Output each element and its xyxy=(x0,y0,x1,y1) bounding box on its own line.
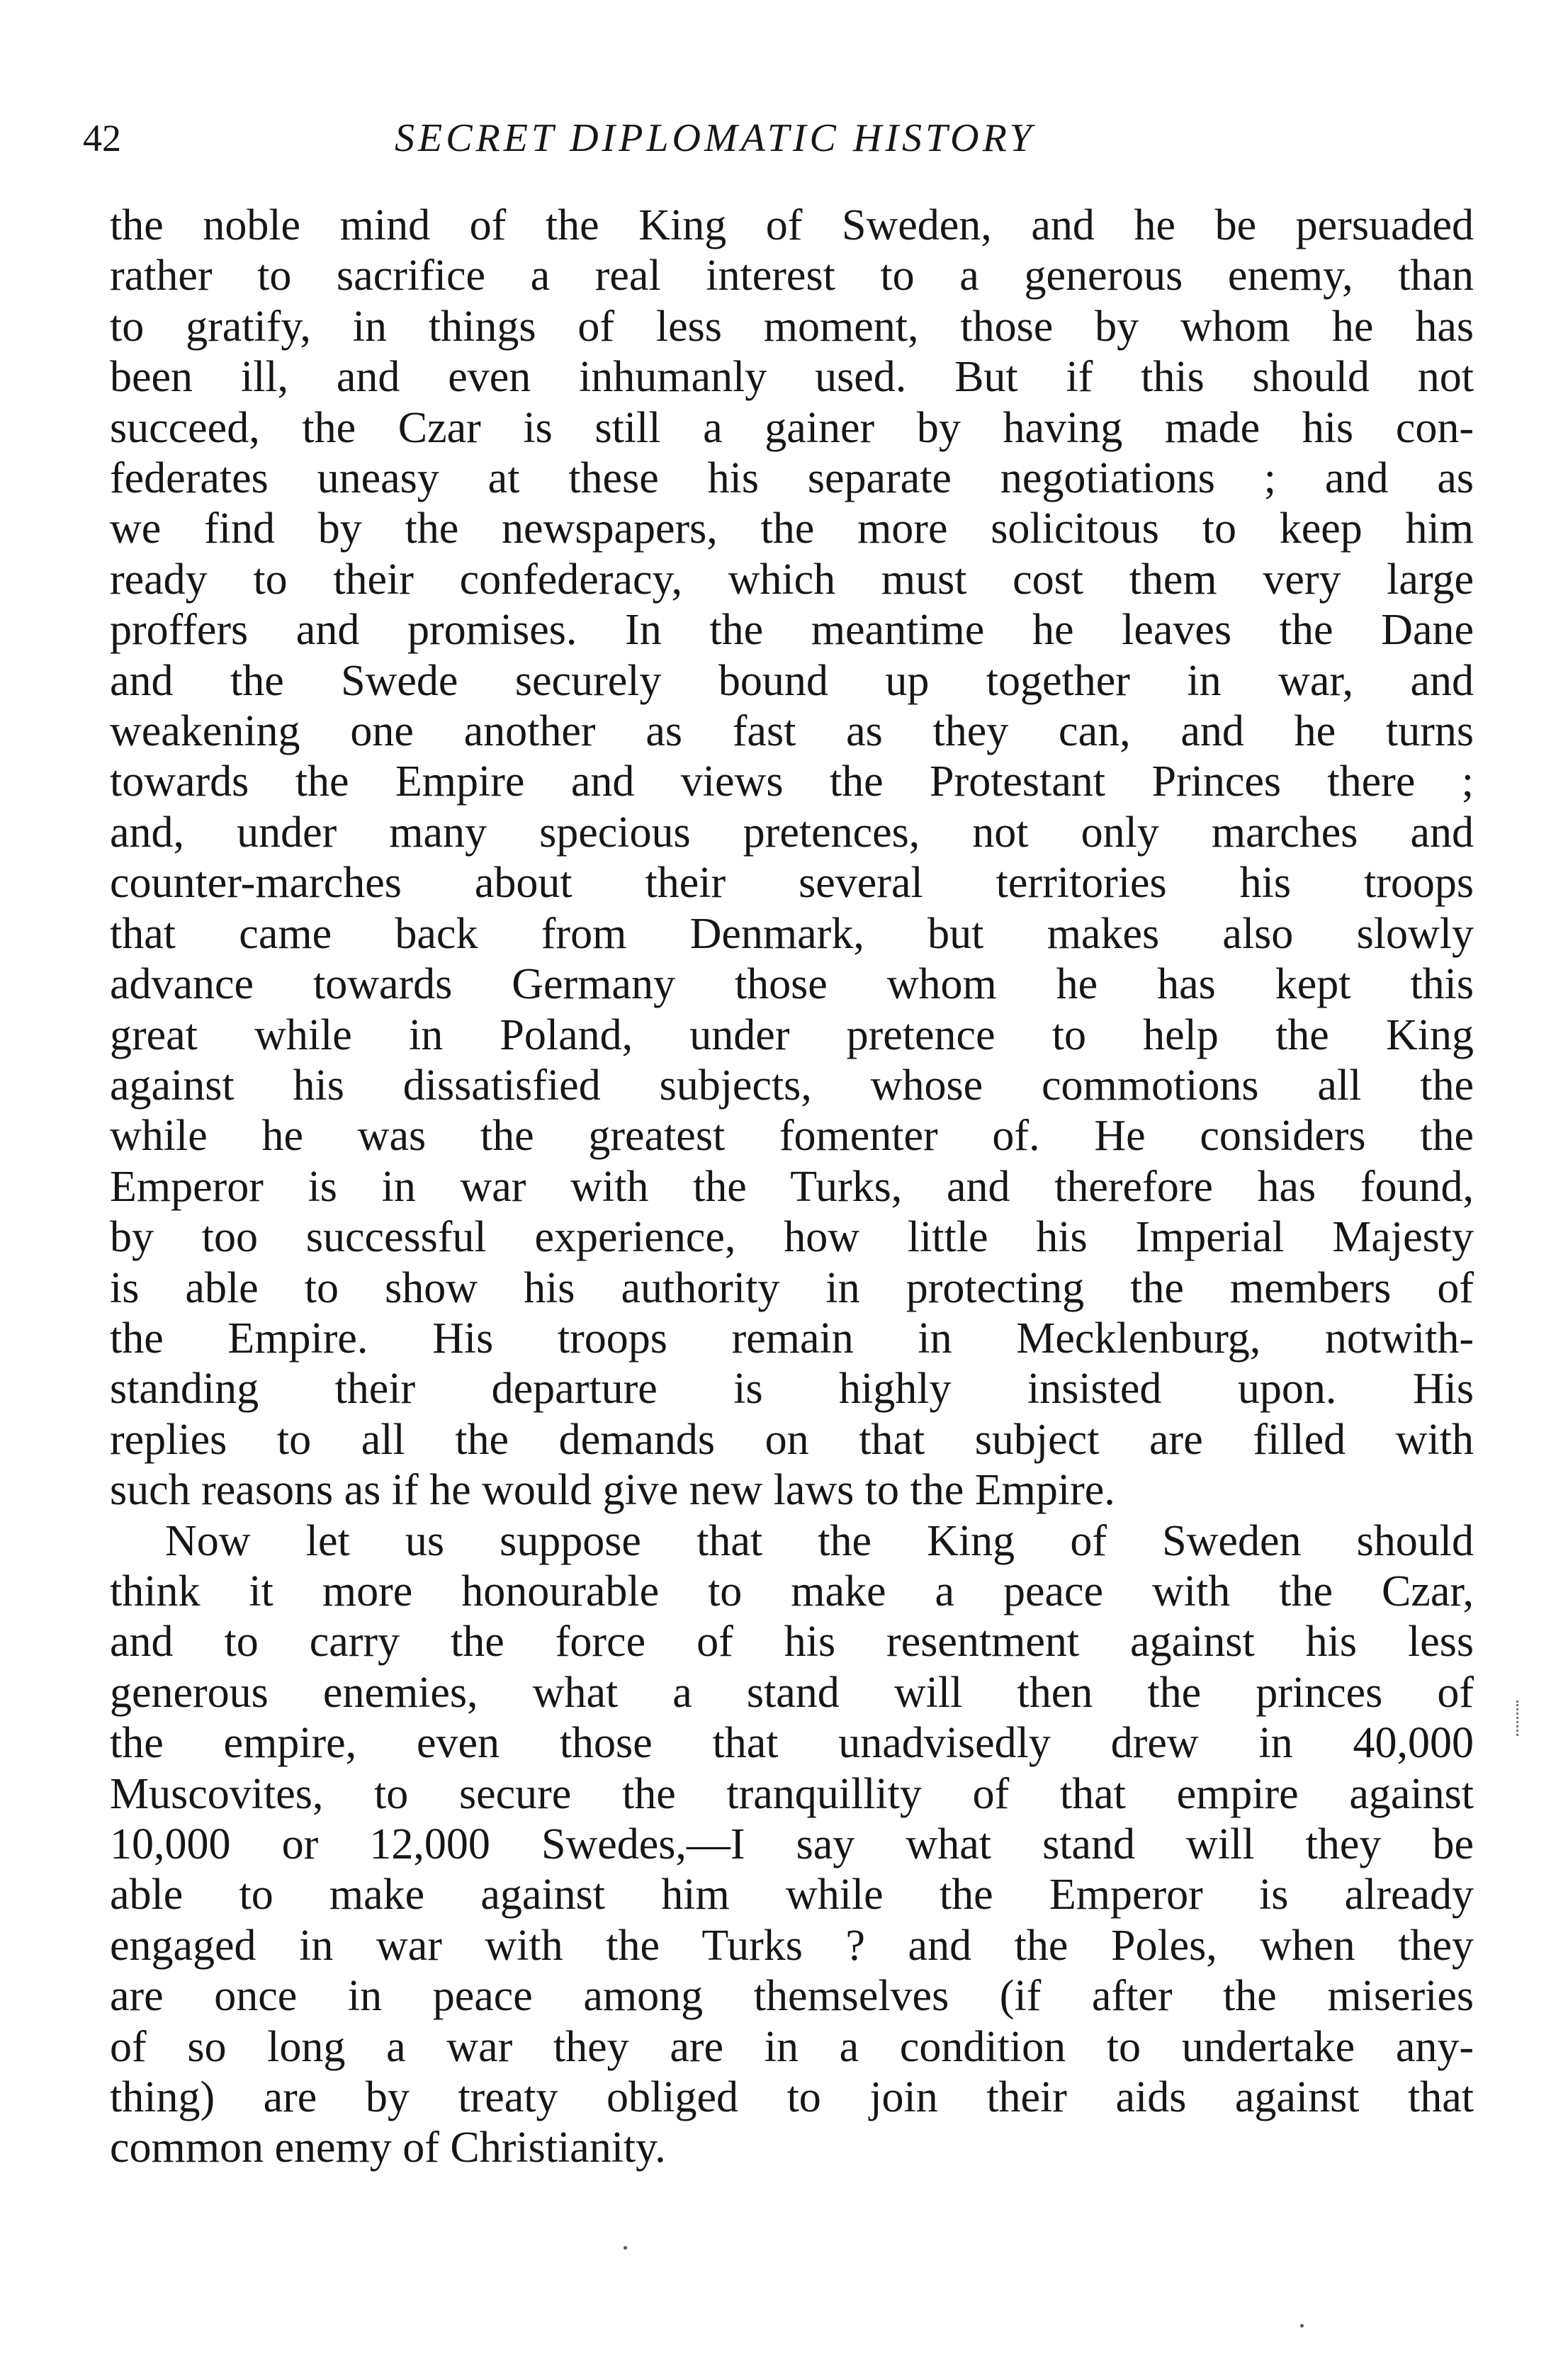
text-line: able to make against him while the Emperor is already xyxy=(110,1871,1474,1919)
text-line: replies to all the demands on that subject are filled with xyxy=(110,1415,1474,1464)
text-line: generous enemies, what a stand will then the princes of xyxy=(110,1668,1474,1717)
text-line: think it more honourable to make a peace with the Czar, xyxy=(110,1567,1474,1615)
text-line: are once in peace among themselves (if after the miseries xyxy=(110,1972,1474,2021)
text-line: to gratify, in things of less moment, those by whom he has xyxy=(110,302,1474,351)
page-number: 42 xyxy=(83,117,121,159)
text-line: the Empire. His troops remain in Mecklenburg, notwith- xyxy=(110,1314,1474,1363)
text-line: is able to show his authority in protecting the members of xyxy=(110,1263,1474,1312)
text-line: and to carry the force of his resentment against his less xyxy=(110,1618,1474,1666)
text-line: Now let us suppose that the King of Sweden should xyxy=(165,1516,1474,1565)
text-line: engaged in war with the Turks ? and the Poles, when they xyxy=(110,1921,1474,1970)
text-line: succeed, the Czar is still a gainer by having made his con- xyxy=(110,403,1474,452)
ink-speck xyxy=(624,2246,627,2250)
text-line: and, under many specious pretences, not only marches and xyxy=(110,808,1474,857)
text-line: we find by the newspapers, the more solicitous to keep him xyxy=(110,504,1474,553)
text-line: that came back from Denmark, but makes also slowly xyxy=(110,909,1474,958)
text-line: while he was the greatest fomenter of. He considers the xyxy=(110,1112,1474,1161)
running-header xyxy=(83,113,1479,170)
text-line: the noble mind of the King of Sweden, and he be persuaded xyxy=(110,201,1474,249)
text-line: against his dissatisfied subjects, whose commotions all the xyxy=(110,1061,1474,1110)
text-line: great while in Poland, under pretence to help the King xyxy=(110,1010,1474,1059)
text-line: Emperor is in war with the Turks, and therefore has found, xyxy=(110,1162,1474,1211)
text-line: been ill, and even inhumanly used. But if this should not xyxy=(110,353,1474,402)
text-line: advance towards Germany those whom he has kept this xyxy=(110,960,1474,1009)
text-line: and the Swede securely bound up together in war, and xyxy=(110,656,1474,705)
margin-mark xyxy=(1516,1701,1523,1736)
text-line: Muscovites, to secure the tranquillity of that empire against xyxy=(110,1769,1474,1818)
running-title: SECRET DIPLOMATIC HISTORY xyxy=(395,116,1035,160)
text-line: rather to sacrifice a real interest to a generous enemy, than xyxy=(110,252,1474,300)
text-line: federates uneasy at these his separate negotiations ; and as xyxy=(110,454,1474,503)
text-line: by too successful experience, how little his Imperial Majesty xyxy=(110,1213,1474,1262)
text-line: counter-marches about their several territories his troops xyxy=(110,859,1474,908)
text-line: thing) are by treaty obliged to join their aids against that xyxy=(110,2073,1474,2122)
text-line: ready to their confederacy, which must cost them very large xyxy=(110,555,1474,604)
text-line: proffers and promises. In the meantime he leaves the Dane xyxy=(110,606,1474,655)
text-line: such reasons as if he would give new laws to the Empire. xyxy=(110,1466,1115,1515)
text-line: the empire, even those that unadvisedly drew in 40,000 xyxy=(110,1719,1474,1768)
text-line: towards the Empire and views the Protestant Princes there ; xyxy=(110,757,1474,806)
text-line: weakening one another as fast as they can, and he turns xyxy=(110,707,1474,756)
text-line: common enemy of Christianity. xyxy=(110,2124,666,2172)
text-line: standing their departure is highly insisted upon. His xyxy=(110,1365,1474,1414)
text-line: of so long a war they are in a condition to undertake any- xyxy=(110,2022,1474,2071)
ink-speck xyxy=(1300,2324,1304,2328)
body-text xyxy=(110,201,1474,2174)
text-line: 10,000 or 12,000 Swedes,—I say what stand will they be xyxy=(110,1820,1474,1868)
paragraph xyxy=(110,201,1474,1516)
paragraph xyxy=(110,1516,1474,2174)
